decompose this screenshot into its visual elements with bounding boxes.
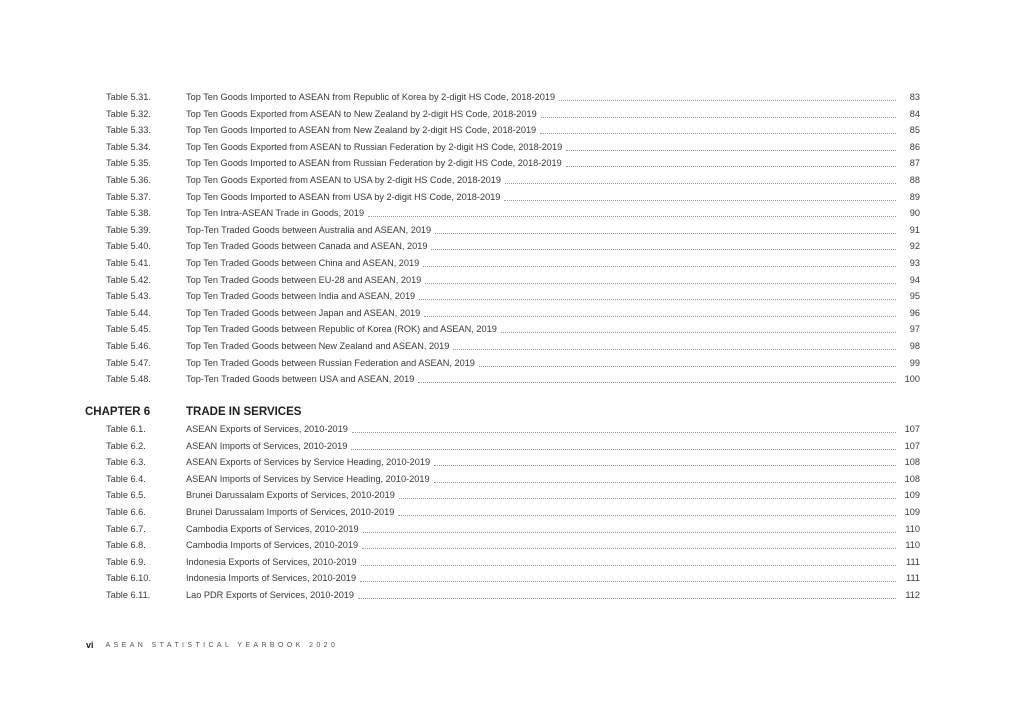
toc-entry-title: ASEAN Exports of Services, 2010-2019	[186, 424, 348, 434]
toc-entry-title: Top Ten Traded Goods between New Zealand and ASEAN, 2019	[186, 341, 450, 351]
toc-entry-title-row	[186, 305, 896, 321]
toc-entry-page: 88	[909, 175, 920, 185]
toc-entry-page: 100	[904, 374, 920, 385]
toc-entry-number: Table 5.36.	[106, 175, 151, 185]
dot-leader	[434, 465, 896, 466]
toc-entry-title: Indonesia Imports of Services, 2010-2019	[186, 573, 357, 584]
toc-entry-title: ASEAN Imports of Services by Service Heading, 2010-2019	[186, 473, 430, 484]
toc-entry-number: Table 6.2.	[106, 440, 146, 451]
toc-entry-title: Lao PDR Exports of Services, 2010-2019	[186, 590, 355, 600]
toc-entry-page: 110	[905, 540, 920, 551]
dot-leader	[424, 316, 896, 317]
toc-entry[interactable]	[0, 255, 1024, 271]
dot-leader	[435, 233, 896, 234]
toc-entry-number: Table 6.10.	[106, 573, 151, 584]
toc-entry[interactable]	[0, 421, 1024, 437]
toc-entry-title: Brunei Darussalam Exports of Services, 2010-2019	[186, 490, 395, 501]
chapter-heading	[0, 403, 1024, 421]
toc-entry-number: Table 5.41.	[106, 258, 151, 268]
dot-leader	[399, 498, 896, 499]
toc-entry-page: 89	[909, 191, 920, 202]
dot-leader	[360, 581, 896, 582]
dot-leader	[423, 266, 896, 267]
toc-entry-number: Table 5.38.	[106, 208, 151, 219]
toc-entry-page: 107	[904, 440, 920, 451]
toc-entry-page: 84	[909, 108, 920, 119]
toc-entry-title: Top Ten Traded Goods between EU-28 and ASEAN, 2019	[186, 274, 422, 285]
toc-entry-number: Table 5.43.	[106, 291, 151, 302]
dot-leader	[361, 565, 896, 566]
toc-entry-title-row	[186, 587, 896, 603]
toc-entry-title: Top Ten Intra-ASEAN Trade in Goods, 2019	[186, 208, 365, 219]
toc-entry-title-row	[186, 255, 896, 271]
dot-leader	[505, 183, 896, 184]
toc-entry-number: Table 6.1.	[106, 424, 146, 434]
toc-entry-page: 109	[904, 490, 920, 501]
toc-entry-page: 93	[909, 258, 920, 268]
dot-leader	[566, 166, 896, 167]
dot-leader	[431, 249, 896, 250]
dot-leader	[351, 449, 896, 450]
toc-entry-page: 94	[909, 274, 920, 285]
footer-publication-title: ASEAN STATISTICAL YEARBOOK 2020	[105, 641, 339, 649]
toc-entry[interactable]	[0, 570, 1024, 586]
toc-entry[interactable]	[0, 587, 1024, 603]
toc-entry[interactable]	[0, 139, 1024, 155]
toc-entry-number: Table 6.9.	[106, 556, 146, 567]
toc-entry-page: 83	[909, 92, 920, 102]
toc-entry-number: Table 5.47.	[106, 357, 151, 368]
toc-entry-title-row	[186, 189, 896, 205]
toc-entry-page: 111	[906, 556, 920, 567]
toc-entry-title: Top Ten Traded Goods between Canada and ASEAN, 2019	[186, 241, 428, 252]
dot-leader	[541, 117, 896, 118]
toc-entry-title-row	[186, 122, 896, 138]
toc-entry-title: Top Ten Traded Goods between China and ASEAN, 2019	[186, 258, 420, 268]
toc-entry-number: Table 6.11.	[106, 590, 151, 600]
toc-entry-page: 97	[909, 324, 920, 335]
dot-leader	[398, 515, 896, 516]
toc-entry-page: 96	[909, 307, 920, 318]
toc-entry-page: 109	[904, 507, 920, 517]
toc-entry-title: Top-Ten Traded Goods between USA and ASEAN, 2019	[186, 374, 415, 385]
toc-entry-title-row	[186, 355, 896, 371]
dot-leader	[479, 366, 896, 367]
toc-entry-number: Table 5.34.	[106, 141, 151, 152]
toc-entry[interactable]	[0, 338, 1024, 354]
toc-entry[interactable]	[0, 288, 1024, 304]
chapter-title: TRADE IN SERVICES	[186, 406, 302, 418]
toc-entry-number: Table 5.33.	[106, 125, 151, 136]
toc-entry[interactable]	[0, 454, 1024, 470]
toc-entry-title-row	[186, 454, 896, 470]
toc-entry-title: ASEAN Exports of Services by Service Heading, 2010-2019	[186, 457, 431, 468]
toc-entry-title: Top Ten Goods Exported from ASEAN to New Zealand by 2-digit HS Code, 2018-2019	[186, 108, 537, 119]
toc-entry-number: Table 5.31.	[106, 92, 151, 102]
toc-entry-title-row	[186, 238, 896, 254]
toc-entry-page: 91	[909, 224, 920, 235]
toc-entry-title-row	[186, 272, 896, 288]
toc-entry-number: Table 5.44.	[106, 307, 151, 318]
toc-entry-title-row	[186, 570, 896, 586]
toc-entry-number: Table 5.42.	[106, 274, 151, 285]
toc-entry-title-row	[186, 554, 896, 570]
toc-entry-page: 92	[909, 241, 920, 252]
toc-entry[interactable]	[0, 371, 1024, 387]
toc-entry-number: Table 6.4.	[106, 473, 146, 484]
toc-entry-title: Top Ten Goods Imported to ASEAN from Russian Federation by 2-digit HS Code, 2018-2019	[186, 158, 562, 169]
toc-entry-title-row	[186, 537, 896, 553]
toc-entry-title: Top Ten Traded Goods between Russian Federation and ASEAN, 2019	[186, 357, 475, 368]
toc-entry-title-row	[186, 521, 896, 537]
toc-entry-title-row	[186, 438, 896, 454]
toc-entry-title: Top Ten Goods Imported to ASEAN from USA by 2-digit HS Code, 2018-2019	[186, 191, 501, 202]
dot-leader	[368, 216, 896, 217]
toc-entry-title-row	[186, 321, 896, 337]
toc-entry-page: 99	[909, 357, 920, 368]
toc-entry[interactable]	[0, 471, 1024, 487]
toc-entry-number: Table 5.35.	[106, 158, 151, 169]
dot-leader	[540, 133, 896, 134]
toc-entry-number: Table 6.3.	[106, 457, 146, 468]
toc-entry-page: 112	[905, 590, 920, 600]
toc-entry-title-row	[186, 421, 896, 437]
toc-entry-title: Cambodia Exports of Services, 2010-2019	[186, 523, 359, 534]
dot-leader	[566, 150, 896, 151]
toc-entry-title-row	[186, 89, 896, 105]
toc-entry-page: 98	[909, 341, 920, 351]
toc-entry-title-row	[186, 106, 896, 122]
dot-leader	[434, 482, 896, 483]
toc-entry-title: Top Ten Goods Imported to ASEAN from New Zealand by 2-digit HS Code, 2018-2019	[186, 125, 537, 136]
toc-entry-title: Top Ten Traded Goods between Japan and ASEAN, 2019	[186, 307, 421, 318]
toc-entry-number: Table 5.48.	[106, 374, 151, 385]
toc-entry-page: 108	[904, 473, 920, 484]
toc-entry[interactable]	[0, 487, 1024, 503]
toc-entry-page: 90	[909, 208, 920, 219]
toc-entry-title-row	[186, 139, 896, 155]
toc-entry-number: Table 6.6.	[106, 507, 146, 517]
toc-entry[interactable]	[0, 537, 1024, 553]
toc-entry-title: Top Ten Goods Exported from ASEAN to USA by 2-digit HS Code, 2018-2019	[186, 175, 501, 185]
toc-entry-page: 87	[909, 158, 920, 169]
toc-entry[interactable]	[0, 205, 1024, 221]
toc-entry-title: Top Ten Goods Imported to ASEAN from Republic of Korea by 2-digit HS Code, 2018-2019	[186, 92, 556, 102]
toc-entry-title-row	[186, 172, 896, 188]
toc-entry-number: Table 5.32.	[106, 108, 151, 119]
toc-entry-page: 86	[909, 141, 920, 152]
toc-entry[interactable]	[0, 321, 1024, 337]
toc-entry-title-row	[186, 288, 896, 304]
toc-entry-title: Top Ten Traded Goods between Republic of Korea (ROK) and ASEAN, 2019	[186, 324, 497, 335]
toc-entry-number: Table 5.39.	[106, 224, 151, 235]
toc-entry[interactable]	[0, 355, 1024, 371]
dot-leader	[352, 432, 896, 433]
dot-leader	[425, 283, 896, 284]
toc-entry[interactable]	[0, 521, 1024, 537]
toc-entry[interactable]	[0, 222, 1024, 238]
dot-leader	[419, 299, 896, 300]
toc-entry[interactable]	[0, 189, 1024, 205]
toc-entry-title-row	[186, 371, 896, 387]
toc-entry[interactable]	[0, 238, 1024, 254]
toc-entry[interactable]	[0, 554, 1024, 570]
dot-leader	[559, 100, 896, 101]
toc-entry-page: 95	[909, 291, 920, 302]
toc-entry-page: 111	[906, 573, 920, 584]
toc-entry[interactable]	[0, 122, 1024, 138]
toc-entry-title: ASEAN Imports of Services, 2010-2019	[186, 440, 348, 451]
toc-entry[interactable]	[0, 305, 1024, 321]
dot-leader	[358, 598, 896, 599]
toc-entry-page: 110	[905, 523, 920, 534]
toc-entry-page: 108	[904, 457, 920, 468]
toc-entry-title-row	[186, 487, 896, 503]
toc-entry-number: Table 5.45.	[106, 324, 151, 335]
toc-entry-title-row	[186, 222, 896, 238]
toc-entry-number: Table 6.7.	[106, 523, 146, 534]
dot-leader	[363, 532, 896, 533]
dot-leader	[362, 548, 896, 549]
toc-entry-number: Table 5.40.	[106, 241, 151, 252]
toc-entry-number: Table 5.37.	[106, 191, 151, 202]
toc-entry[interactable]	[0, 438, 1024, 454]
dot-leader	[418, 382, 896, 383]
toc-entry-title: Top-Ten Traded Goods between Australia and ASEAN, 2019	[186, 224, 432, 235]
toc-entry[interactable]	[0, 106, 1024, 122]
dot-leader	[453, 349, 896, 350]
toc-entry[interactable]	[0, 272, 1024, 288]
toc-entry-title-row	[186, 205, 896, 221]
toc-entry-title: Top Ten Traded Goods between India and ASEAN, 2019	[186, 291, 416, 302]
toc-entry[interactable]	[0, 155, 1024, 171]
toc-entry-number: Table 6.8.	[106, 540, 146, 551]
toc-entry-number: Table 5.46.	[106, 341, 151, 351]
toc-entry-number: Table 6.5.	[106, 490, 146, 501]
toc-entry[interactable]	[0, 89, 1024, 105]
dot-leader	[504, 200, 896, 201]
footer-page-number: vi	[86, 640, 94, 650]
chapter-label: CHAPTER 6	[85, 406, 151, 418]
toc-entry-title-row	[186, 471, 896, 487]
dot-leader	[501, 332, 896, 333]
toc-entry-title: Brunei Darussalam Imports of Services, 2010-2019	[186, 507, 395, 517]
toc-entry-page: 85	[909, 125, 920, 136]
toc-entry-title: Indonesia Exports of Services, 2010-2019	[186, 556, 357, 567]
toc-entry-title-row	[186, 504, 896, 520]
toc-entry-title-row	[186, 338, 896, 354]
page-footer	[86, 638, 338, 652]
toc-entry[interactable]	[0, 504, 1024, 520]
toc-entry-title-row	[186, 155, 896, 171]
toc-entry-title: Top Ten Goods Exported from ASEAN to Russian Federation by 2-digit HS Code, 2018-2019	[186, 141, 563, 152]
toc-entry[interactable]	[0, 172, 1024, 188]
toc-entry-title: Cambodia Imports of Services, 2010-2019	[186, 540, 359, 551]
toc-entry-page: 107	[904, 424, 920, 434]
